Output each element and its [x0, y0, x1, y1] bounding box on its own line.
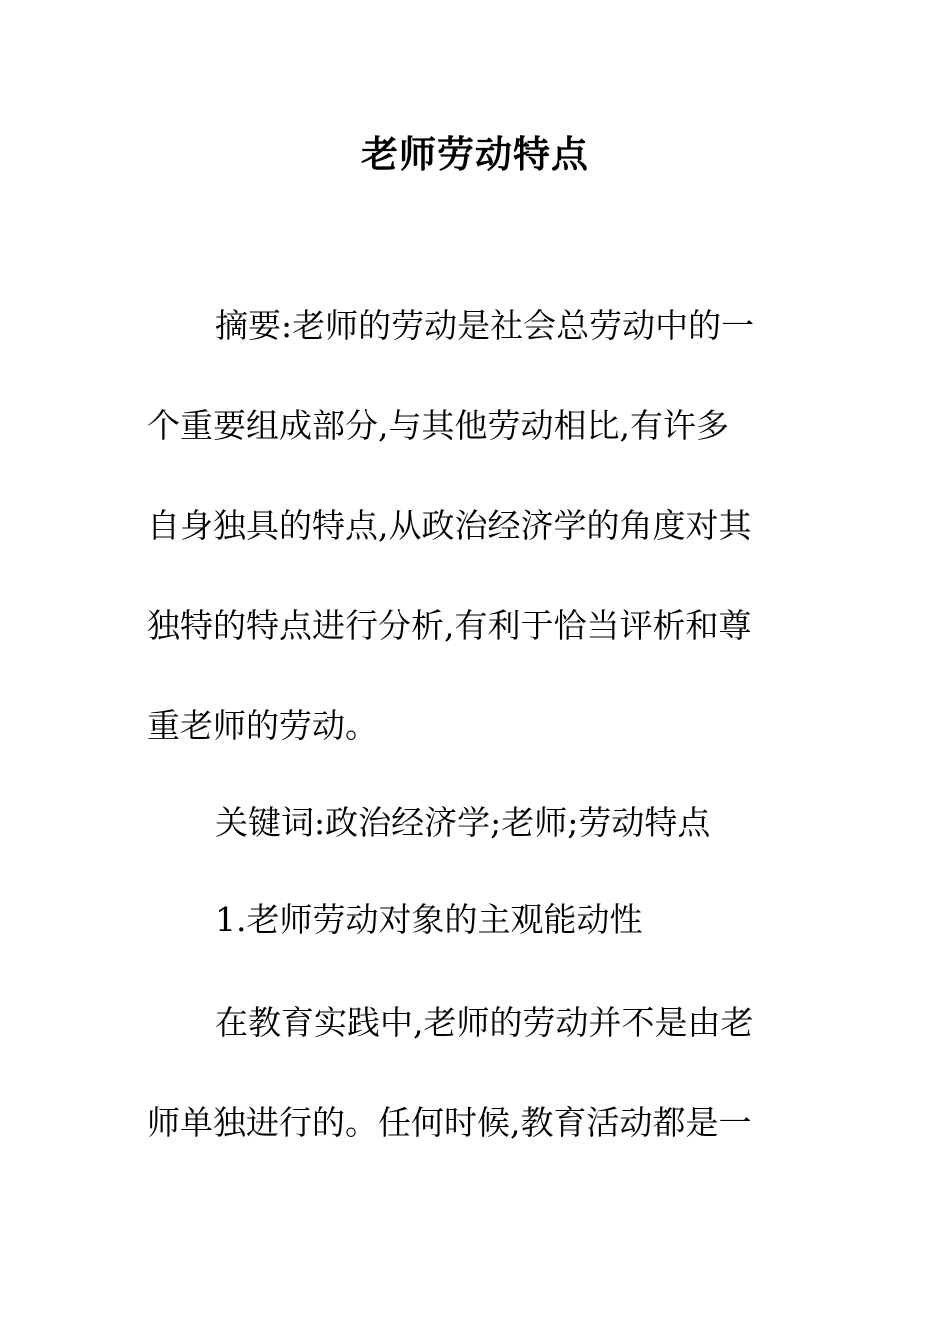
- body-paragraph: [147, 973, 807, 1173]
- document-title: 老师劳动特点: [361, 132, 589, 176]
- abstract-line: 个重要组成部分,与其他劳动相比,有许多: [147, 406, 729, 445]
- abstract-line: 摘要:老师的劳动是社会总劳动中的一: [215, 306, 755, 345]
- abstract-line: 重老师的劳动。: [147, 706, 378, 745]
- section-heading-text: 1.老师劳动对象的主观能动性: [215, 900, 643, 939]
- abstract-line: 自身独具的特点,从政治经济学的角度对其: [147, 506, 752, 545]
- keywords-paragraph: [147, 773, 807, 873]
- section-heading: [147, 870, 807, 970]
- abstract-line: 独特的特点进行分析,有利于恰当评析和尊: [147, 606, 752, 645]
- paragraph-line: 在教育实践中,老师的劳动并不是由老: [215, 1003, 754, 1042]
- abstract-paragraph: [147, 276, 807, 776]
- keywords-line: 关键词:政治经济学;老师;劳动特点: [215, 803, 711, 842]
- paragraph-line: 师单独进行的。任何时候,教育活动都是一: [147, 1103, 752, 1142]
